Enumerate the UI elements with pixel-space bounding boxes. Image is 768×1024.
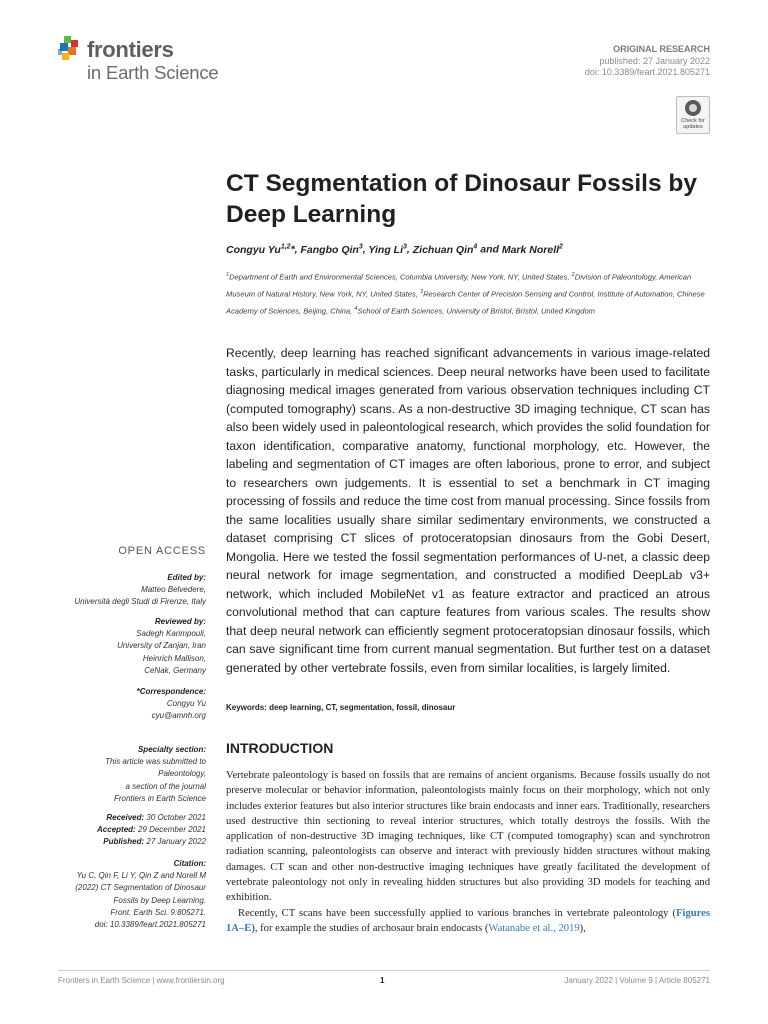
author[interactable]: Ying Li$^3$: [368, 243, 407, 256]
intro-paragraph: Vertebrate paleontology is based on fossils that are remains of ancient organisms. Because fossils usually do not preserve molecular or behavior information, paleontologists mainly focus on their morphology, which not only includes exterior features but also interior structures like brain endocasts and inner ears. Traditionally, researchers used destructive thin sectioning to reveal interior structures, which totally destroys the fossils. With the application of non-destructive 3D imaging techniques, like CT (computed tomography) scan and synchrotron radiation scanning, paleontologists can observe and interact with previously hidden structures without making damages. CT scan and other non-destructive imaging techniques have greatly facilitated the development of vertebrate paleontology not only in revealing hidden structures but also providing 3D models for teaching and exhibition.: [226, 770, 710, 904]
footer-journal-link[interactable]: Frontiers in Earth Science | www.frontiersin.org: [58, 976, 225, 985]
affiliations: $^1$Department of Earth and Environmental Sciences, Columbia University, New York, NY, United States, $^2$Division of Paleontology, American Museum of Natural History, New York, NY, United States, $^3$Research Center of Precision Sensing and Control, Institute of Automation, Chinese Academy of Sciences, Beijing, China, $^4$School of Earth Sciences, University of Bristol, Bristol, United Kingdom: [226, 272, 705, 316]
intro-paragraph: Recently, CT scans have been successfully applied to various branches in vertebrate paleontology (Figures 1A–E), for example the studies of archosaur brain endocasts (Watanabe et al., 2019),: [226, 907, 710, 934]
logo-wordmark: frontiers: [87, 37, 174, 62]
correspondence-block: *Correspondence: Congyu Yu cyu@amnh.org: [50, 686, 206, 723]
article-type: ORIGINAL RESEARCH: [613, 44, 710, 54]
footer-divider: [58, 970, 710, 971]
check-updates-icon: [685, 100, 701, 116]
figure-link[interactable]: Figures 1A–E: [226, 907, 710, 934]
citation-link[interactable]: Watanabe et al., 2019: [488, 922, 580, 934]
footer-issue-info: January 2022 | Volume 9 | Article 805271: [564, 976, 710, 985]
citation-block: Citation: Yu C, Qin F, Li Y, Qin Z and Norell M (2022) CT Segmentation of Dinosaur Fossils by Deep Learning. Front. Earth Sci. 9:805271. doi: 10.3389/feart.2021.805271: [50, 858, 206, 931]
specialty-section-block: Specialty section: This article was submitted to Paleontology, a section of the journal Frontiers in Earth Science: [105, 745, 206, 803]
citation-doi[interactable]: doi: 10.3389/feart.2021.805271: [94, 920, 206, 930]
correspondence-email[interactable]: cyu@amnh.org: [151, 711, 206, 721]
article-title: CT Segmentation of Dinosaur Fossils by Deep Learning: [226, 170, 698, 228]
published-date: published: 27 January 2022: [599, 55, 710, 66]
journal-logo[interactable]: [58, 34, 238, 84]
author[interactable]: Mark Norell$^2$: [501, 243, 563, 256]
author-list: Congyu Yu$^{1,2}$*, Fangbo Qin$^3$, Ying Li$^3$, Zichuan Qin$^4$ and Mark Norell$^2$: [226, 243, 563, 256]
edited-by-block: Edited by: Matteo Belvedere, Università degli Studi di Firenze, Italy: [74, 573, 206, 607]
logo-journal-name: in Earth Science: [87, 62, 219, 83]
abstract: Recently, deep learning has reached significant advancements in various image-related tasks, particularly in medical sciences. Deep neural networks have been used to facilitate diagnosing medical images generated from various observation techniques including CT (computed tomography) scans. As a non-destructive 3D imaging technique, CT scan has also been widely used in paleontological research, which provides the solid foundation for taxon identification, comparative anatomy, functional morphology, etc. However, the labeling and segmentation of CT images are often laborious, prone to error, and subject to researchers own judgements. It is essential to set a benchmark in CT imaging processing of fossils and reduce the time cost from manual processing. Since fossils from the same localities usually share similar sedimentary environments, we constructed a dataset comprising CT slices of protoceratopsian dinosaurs from the Gobi Desert, Mongolia. Here we tested the fossil segmentation performances of U-net, a classic deep neural network for image segmentation, and constructed a modified DeepLab v3+ network, which included MobileNet v1 as feature extractor and practiced an atrous convolutional method that can capture features from various scales. The results show that deep neural network can efficiently segment protoceratopsian dinosaur fossils, which can save significant time from current manual segmentation. But further test on a dataset generated by other vertebrate fossils, even from similar localities, is largely limited.: [226, 346, 710, 675]
header-doi[interactable]: doi: 10.3389/feart.2021.805271: [584, 67, 710, 77]
frontiers-logo-icon: [58, 36, 82, 66]
open-access-label: OPEN ACCESS: [118, 545, 206, 557]
author[interactable]: Fangbo Qin$^3$: [300, 243, 363, 256]
article-meta: [585, 44, 710, 79]
check-for-updates-button[interactable]: Check for updates: [676, 96, 710, 134]
introduction-body: [226, 768, 710, 936]
reviewed-by-block: Reviewed by: Sadegh Karimpouli, University of Zanjan, Iran Heinrich Mallison, CeNak, Germany: [117, 617, 206, 675]
author[interactable]: Congyu Yu$^{1,2}$: [226, 243, 291, 256]
introduction-heading: INTRODUCTION: [226, 740, 334, 756]
author[interactable]: Zichuan Qin$^4$: [412, 243, 478, 256]
dates-block: Received: 30 October 2021 Accepted: 29 December 2021 Published: 27 January 2022: [97, 813, 206, 847]
keywords: Keywords: deep learning, CT, segmentation, fossil, dinosaur: [226, 703, 456, 712]
page-number: 1: [380, 976, 385, 985]
